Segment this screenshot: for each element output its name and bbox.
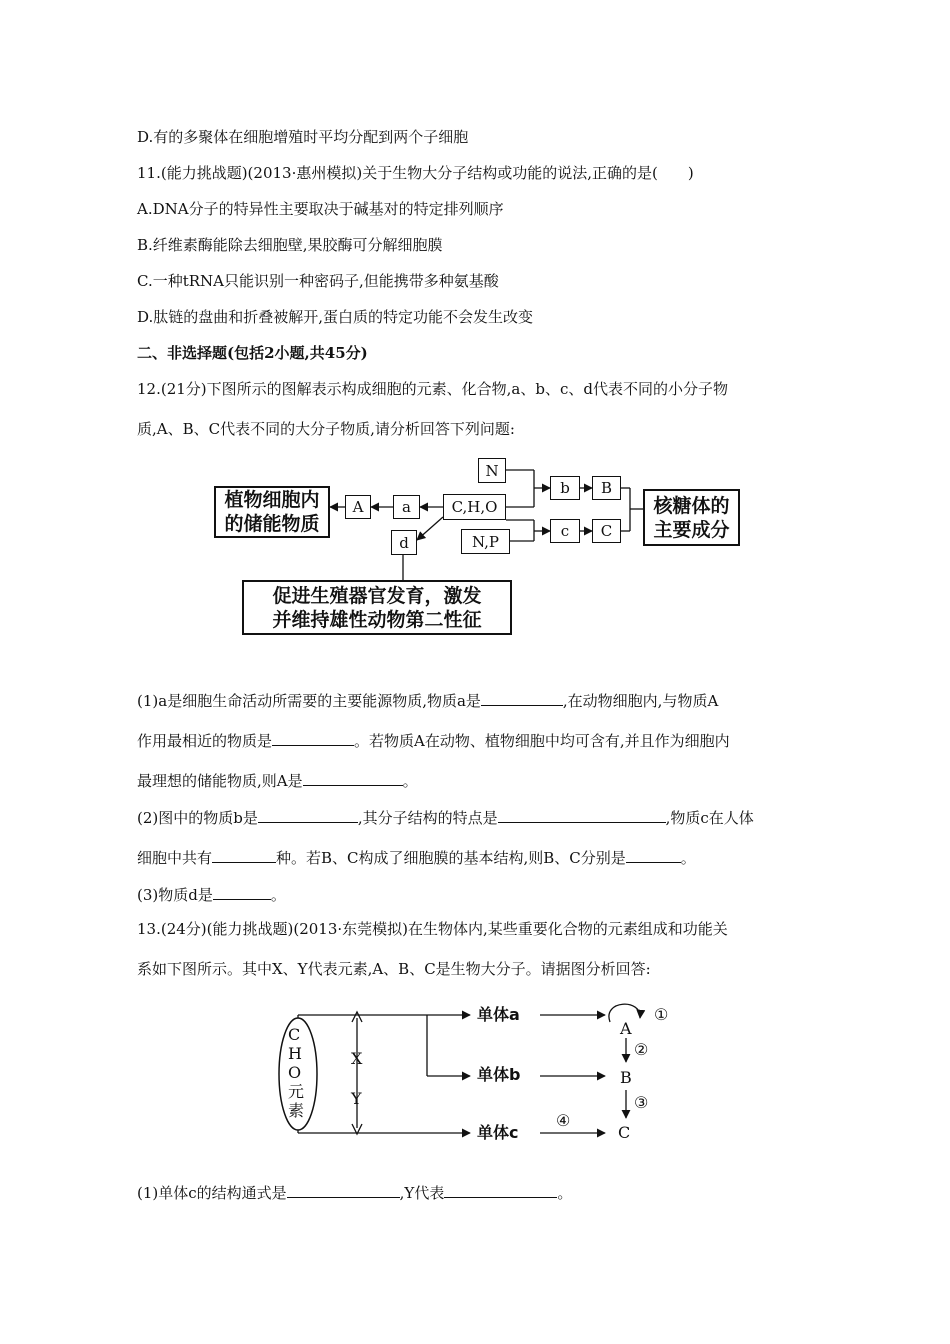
q12-2-line2: 细胞中共有 种。若B、C构成了细胞膜的基本结构,则B、C分别是 。 — [137, 846, 696, 868]
q11-option-b: B.纤维素酶能除去细胞壁,果胶酶可分解细胞膜 — [137, 236, 443, 254]
q12-intro-1: 12.(21分)下图所示的图解表示构成细胞的元素、化合物,a、b、c、d代表不同的小分子物 — [137, 380, 728, 398]
section-heading: 二、非选择题(包括2小题,共45分) — [137, 344, 368, 362]
step-3: ③ — [634, 1093, 649, 1112]
node-N: N — [478, 458, 506, 483]
hormone-label: 促进生殖器官发育，激发 并维持雄性动物第二性征 — [272, 584, 482, 631]
node2-B: B — [620, 1068, 632, 1087]
q13-stem-2: 系如下图所示。其中X、Y代表元素,A、B、C是生物大分子。请据图分析回答: — [137, 960, 651, 978]
q13-1-line: (1)单体c的结构通式是 ,Y代表 。 — [137, 1181, 572, 1203]
label-Y: Y — [351, 1089, 362, 1108]
monomer-c: 单体c — [477, 1123, 519, 1142]
q13-stem-1: 13.(24分)(能力挑战题)(2013·东莞模拟)在生物体内,某些重要化合物的元素组成和功能关 — [137, 920, 728, 938]
q11-option-a: A.DNA分子的特异性主要取决于碱基对的特定排列顺序 — [137, 200, 504, 218]
step-2: ② — [634, 1040, 649, 1059]
elements-label: C H O 元 素 — [288, 1025, 305, 1120]
node2-C: C — [618, 1123, 631, 1142]
node-a: a — [393, 495, 420, 519]
node-c: c — [550, 519, 580, 543]
node-B: B — [592, 476, 621, 500]
plant-storage-label: 植物细胞内 的储能物质 — [224, 489, 320, 535]
node-b: b — [550, 476, 580, 500]
q12-2-line1: (2)图中的物质b是 ,其分子结构的特点是 ,物质c在人体 — [137, 806, 754, 828]
node-d: d — [391, 530, 417, 555]
q12-1-line3: 最理想的储能物质,则A是 。 — [137, 769, 418, 791]
label-X: X — [351, 1049, 363, 1068]
ribosome-label: 核糖体的 主要成分 — [653, 494, 730, 541]
q12-intro-2: 质,A、B、C代表不同的大分子物质,请分析回答下列问题: — [137, 420, 515, 438]
answer-blank[interactable] — [287, 1181, 400, 1198]
q12-3-line: (3)物质d是 。 — [137, 883, 286, 905]
q11-option-c: C.一种tRNA只能识别一种密码子,但能携带多种氨基酸 — [137, 272, 499, 290]
q12-1-line2: 作用最相近的物质是 。若物质A在动物、植物细胞中均可含有,并且作为细胞内 — [137, 729, 730, 751]
step-4: ④ — [556, 1111, 571, 1130]
answer-blank[interactable] — [444, 1181, 557, 1198]
node-cho: C,H,O — [443, 494, 506, 520]
node2-A: A — [620, 1019, 632, 1038]
monomer-b: 单体b — [477, 1065, 521, 1084]
q11-stem: 11.(能力挑战题)(2013·惠州模拟)关于生物大分子结构或功能的说法,正确的是( ) — [137, 164, 694, 182]
node-C: C — [592, 519, 621, 543]
q11-option-d: D.肽链的盘曲和折叠被解开,蛋白质的特定功能不会发生改变 — [137, 308, 534, 326]
q12-1-line1: (1)a是细胞生命活动所需要的主要能源物质,物质a是 ,在动物细胞内,与物质A — [137, 689, 718, 711]
node-A: A — [345, 495, 371, 519]
node-NP: N,P — [461, 529, 510, 554]
q10-option-d: D.有的多聚体在细胞增殖时平均分配到两个子细胞 — [137, 128, 469, 146]
step-1: ① — [654, 1005, 669, 1024]
monomer-a: 单体a — [477, 1005, 520, 1024]
